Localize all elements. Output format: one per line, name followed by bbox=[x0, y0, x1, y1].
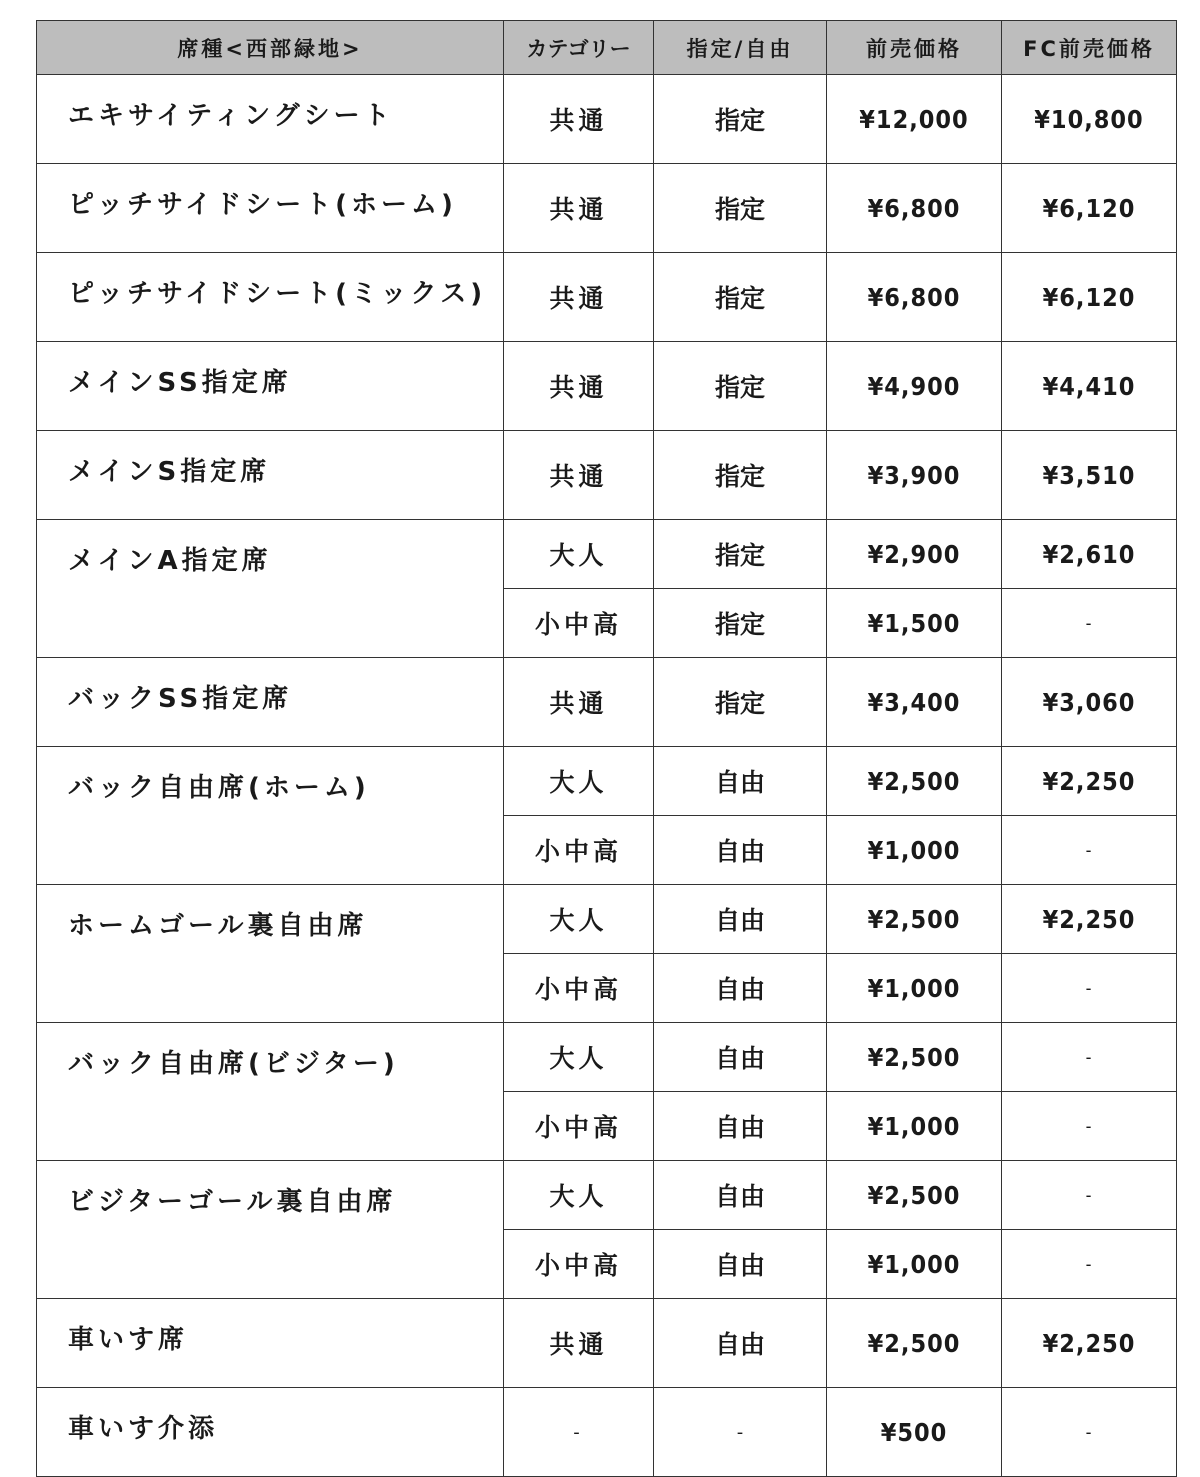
category-cell: 共通 bbox=[504, 75, 654, 164]
table-row bbox=[37, 520, 1177, 589]
fc-price-cell: ¥3,510 bbox=[1002, 431, 1177, 520]
category-cell: 共通 bbox=[504, 164, 654, 253]
category-cell: 共通 bbox=[504, 253, 654, 342]
seat-type-cell: ホームゴール裏自由席 bbox=[37, 885, 504, 1023]
table-row bbox=[37, 75, 1177, 164]
fc-price-cell: - bbox=[1002, 1230, 1177, 1299]
fc-price-cell: ¥2,610 bbox=[1002, 520, 1177, 589]
type-cell: 自由 bbox=[654, 1092, 827, 1161]
fc-price-cell: - bbox=[1002, 1092, 1177, 1161]
header-reserved-free: 指定/自由 bbox=[654, 21, 827, 75]
price-cell: ¥6,800 bbox=[827, 164, 1002, 253]
fc-price-cell: - bbox=[1002, 954, 1177, 1023]
seat-type-cell: エキサイティングシート bbox=[37, 75, 504, 164]
type-cell: 自由 bbox=[654, 747, 827, 816]
fc-price-cell: ¥4,410 bbox=[1002, 342, 1177, 431]
type-cell: 自由 bbox=[654, 1023, 827, 1092]
price-cell: ¥1,000 bbox=[827, 1230, 1002, 1299]
table-row bbox=[37, 431, 1177, 520]
price-cell: ¥1,000 bbox=[827, 954, 1002, 1023]
fc-price-cell: - bbox=[1002, 816, 1177, 885]
price-cell: ¥4,900 bbox=[827, 342, 1002, 431]
type-cell: 自由 bbox=[654, 1299, 827, 1388]
category-cell: 共通 bbox=[504, 1299, 654, 1388]
table-row bbox=[37, 1161, 1177, 1230]
price-cell: ¥500 bbox=[827, 1388, 1002, 1477]
seat-type-cell: 車いす介添 bbox=[37, 1388, 504, 1477]
fc-price-cell: - bbox=[1002, 1388, 1177, 1477]
table-row bbox=[37, 164, 1177, 253]
seat-type-cell: メインS指定席 bbox=[37, 431, 504, 520]
fc-price-cell: - bbox=[1002, 1023, 1177, 1092]
type-cell: 自由 bbox=[654, 954, 827, 1023]
price-cell: ¥1,500 bbox=[827, 589, 1002, 658]
price-cell: ¥1,000 bbox=[827, 816, 1002, 885]
price-cell: ¥2,900 bbox=[827, 520, 1002, 589]
fc-price-cell: ¥2,250 bbox=[1002, 747, 1177, 816]
seat-type-cell: バック自由席(ビジター) bbox=[37, 1023, 504, 1161]
seat-type-cell: ピッチサイドシート(ミックス) bbox=[37, 253, 504, 342]
table-header bbox=[37, 21, 1177, 75]
header-category: カテゴリー bbox=[504, 21, 654, 75]
type-cell: 指定 bbox=[654, 431, 827, 520]
category-cell: 大人 bbox=[504, 520, 654, 589]
category-cell: 大人 bbox=[504, 1161, 654, 1230]
price-cell: ¥2,500 bbox=[827, 1161, 1002, 1230]
table-row bbox=[37, 885, 1177, 954]
type-cell: 指定 bbox=[654, 164, 827, 253]
table-body bbox=[37, 75, 1177, 1477]
category-cell: 共通 bbox=[504, 658, 654, 747]
type-cell: 指定 bbox=[654, 75, 827, 164]
header-seat-type: 席種<西部緑地> bbox=[37, 21, 504, 75]
category-cell: 小中高 bbox=[504, 816, 654, 885]
table-row bbox=[37, 1388, 1177, 1477]
seat-type-cell: ピッチサイドシート(ホーム) bbox=[37, 164, 504, 253]
category-cell: 共通 bbox=[504, 342, 654, 431]
fc-price-cell: - bbox=[1002, 1161, 1177, 1230]
table-row bbox=[37, 342, 1177, 431]
type-cell: 自由 bbox=[654, 1161, 827, 1230]
price-cell: ¥2,500 bbox=[827, 1023, 1002, 1092]
seat-type-cell: ビジターゴール裏自由席 bbox=[37, 1161, 504, 1299]
type-cell: 自由 bbox=[654, 816, 827, 885]
price-cell: ¥12,000 bbox=[827, 75, 1002, 164]
category-cell: 大人 bbox=[504, 885, 654, 954]
fc-price-cell: ¥2,250 bbox=[1002, 1299, 1177, 1388]
category-cell: 小中高 bbox=[504, 589, 654, 658]
category-cell: 大人 bbox=[504, 747, 654, 816]
category-cell: 小中高 bbox=[504, 1092, 654, 1161]
fc-price-cell: ¥6,120 bbox=[1002, 164, 1177, 253]
type-cell: 指定 bbox=[654, 589, 827, 658]
type-cell: 指定 bbox=[654, 520, 827, 589]
seat-type-cell: 車いす席 bbox=[37, 1299, 504, 1388]
seat-type-cell: メインSS指定席 bbox=[37, 342, 504, 431]
category-cell: - bbox=[504, 1388, 654, 1477]
category-cell: 大人 bbox=[504, 1023, 654, 1092]
table-row bbox=[37, 658, 1177, 747]
ticket-price-table bbox=[36, 20, 1177, 1477]
type-cell: 自由 bbox=[654, 885, 827, 954]
table-row bbox=[37, 747, 1177, 816]
seat-type-cell: バックSS指定席 bbox=[37, 658, 504, 747]
type-cell: 自由 bbox=[654, 1230, 827, 1299]
price-cell: ¥6,800 bbox=[827, 253, 1002, 342]
type-cell: - bbox=[654, 1388, 827, 1477]
price-cell: ¥3,400 bbox=[827, 658, 1002, 747]
fc-price-cell: - bbox=[1002, 589, 1177, 658]
price-cell: ¥2,500 bbox=[827, 1299, 1002, 1388]
seat-type-cell: メインA指定席 bbox=[37, 520, 504, 658]
fc-price-cell: ¥2,250 bbox=[1002, 885, 1177, 954]
header-fc-advance-price: FC前売価格 bbox=[1002, 21, 1177, 75]
fc-price-cell: ¥3,060 bbox=[1002, 658, 1177, 747]
category-cell: 小中高 bbox=[504, 954, 654, 1023]
type-cell: 指定 bbox=[654, 253, 827, 342]
fc-price-cell: ¥6,120 bbox=[1002, 253, 1177, 342]
price-cell: ¥1,000 bbox=[827, 1092, 1002, 1161]
type-cell: 指定 bbox=[654, 658, 827, 747]
price-cell: ¥3,900 bbox=[827, 431, 1002, 520]
category-cell: 共通 bbox=[504, 431, 654, 520]
table-row bbox=[37, 1299, 1177, 1388]
seat-type-cell: バック自由席(ホーム) bbox=[37, 747, 504, 885]
fc-price-cell: ¥10,800 bbox=[1002, 75, 1177, 164]
table-row bbox=[37, 1023, 1177, 1092]
header-row bbox=[37, 21, 1177, 75]
type-cell: 指定 bbox=[654, 342, 827, 431]
price-cell: ¥2,500 bbox=[827, 885, 1002, 954]
header-advance-price: 前売価格 bbox=[827, 21, 1002, 75]
price-cell: ¥2,500 bbox=[827, 747, 1002, 816]
table-row bbox=[37, 253, 1177, 342]
category-cell: 小中高 bbox=[504, 1230, 654, 1299]
